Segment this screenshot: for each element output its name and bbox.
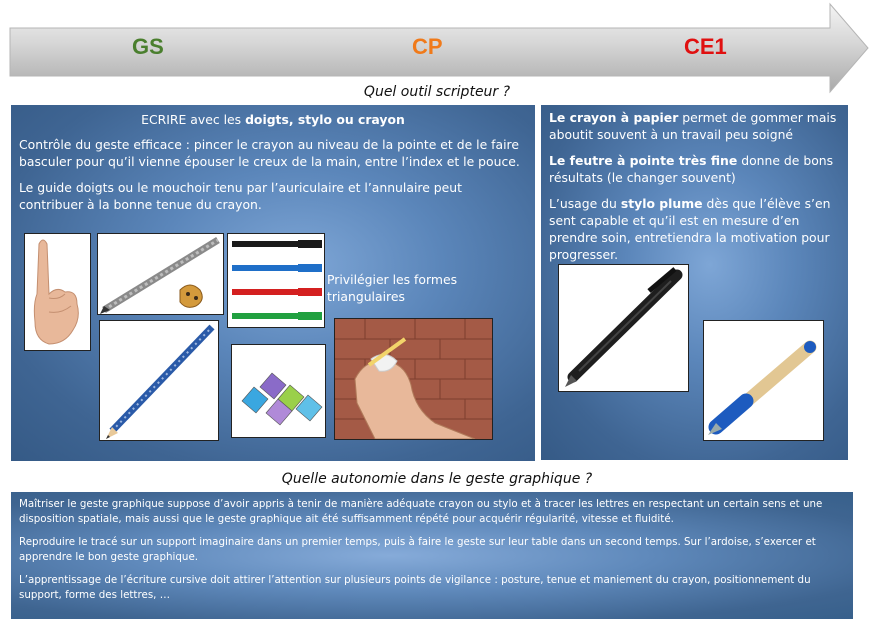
level-ce1: CE1 xyxy=(684,34,727,59)
fountain-pen-photo xyxy=(703,320,824,441)
hand-holding-pencil-photo xyxy=(334,318,493,440)
question-autonomy: Quelle autonomie dans le geste graphique ? xyxy=(281,471,593,487)
grip-guides-photo xyxy=(231,344,326,438)
finger-photo xyxy=(24,233,91,351)
grip-paragraph: Contrôle du geste efficace : pincer le crayon au niveau de la pointe et de le faire basculer pour qu’il vienne épouser le creux de la main, entre l’index et le pouce. xyxy=(19,137,520,169)
pencil-grip-photo xyxy=(97,233,224,315)
fountain-pen-paragraph: L’usage du stylo plume dès que l’élève s’en sent capable et qu’il est en mesure d’en prendre soin, entretiendra la motivation pour progresser. xyxy=(549,196,831,262)
felt-pen-paragraph: Le feutre à pointe très fine donne de bons résultats (le changer souvent) xyxy=(549,153,834,185)
ergonomic-pencil-photo xyxy=(99,320,219,441)
level-cp: CP xyxy=(412,34,443,59)
left-panel-title: ECRIRE avec les doigts, stylo ou crayon xyxy=(141,112,405,127)
bottom-panel-autonomy xyxy=(11,492,853,619)
cursive-paragraph: L’apprentissage de l’écriture cursive doit attirer l’attention sur plusieurs points de vigilance : posture, tenue et maniement du crayon, positionnement du support, forme des lettres, … xyxy=(19,574,811,601)
felt-pen-photo xyxy=(558,264,689,392)
triangular-note: Privilégier les formes triangulaires xyxy=(327,272,458,304)
finger-guide-paragraph: Le guide doigts ou le mouchoir tenu par l’auriculaire et l’annulaire peut contribuer à la bonne tenue du crayon. xyxy=(19,180,462,212)
question-writing-tool: Quel outil scripteur ? xyxy=(363,84,511,100)
level-gs: GS xyxy=(132,34,164,59)
pencil-paragraph: Le crayon à papier permet de gommer mais aboutit souvent à un travail peu soigné xyxy=(549,110,837,142)
triangular-pens-photo xyxy=(227,233,325,328)
mastery-paragraph: Maîtriser le geste graphique suppose d’avoir appris à tenir de manière adéquate crayon ou stylo et à tracer les lettres en respectant un certain sens et une disposition spatiale, mais aussi que le geste graphique ait été suffisamment répété pour acquérir régularité, vitesse et fluidité. xyxy=(19,498,823,525)
practice-paragraph: Reproduire le tracé sur un support imaginaire dans un premier temps, puis à faire le geste sur leur table dans un second temps. Sur l’ardoise, s’exercer et apprendre le bon geste graphique. xyxy=(19,536,816,563)
